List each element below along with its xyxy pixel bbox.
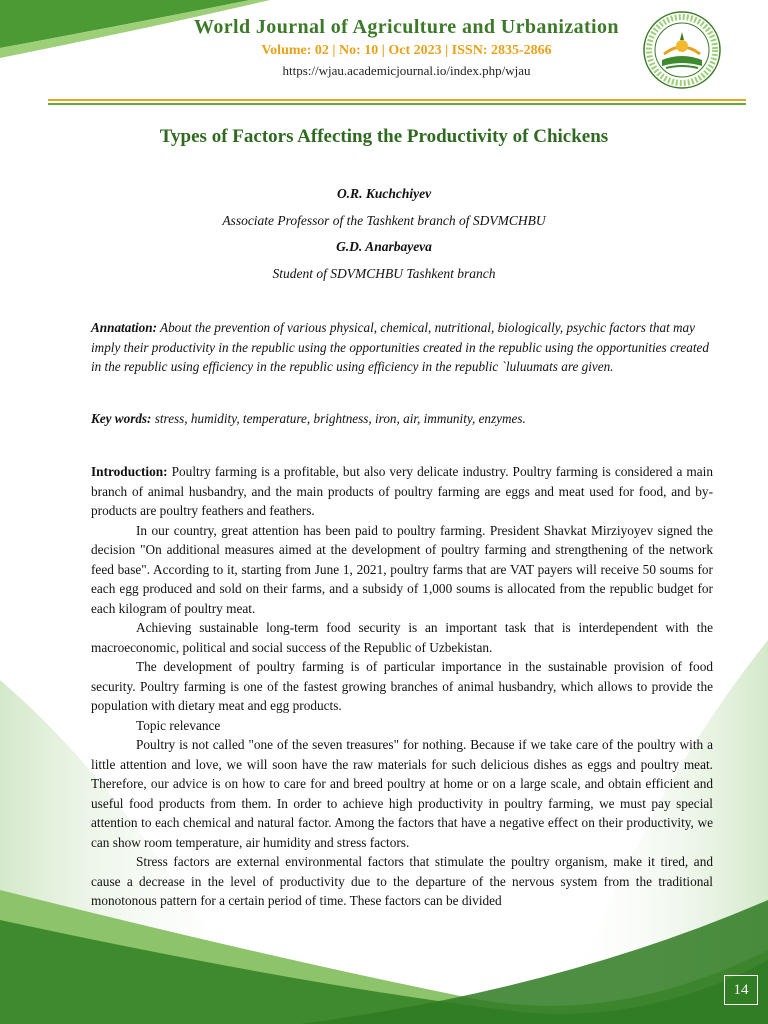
- intro-label: Introduction:: [91, 464, 168, 479]
- header-rule-orange: [48, 99, 746, 101]
- section-heading: Topic relevance: [136, 717, 221, 733]
- journal-meta: Volume: 02 | No: 10 | Oct 2023 | ISSN: 2835-2866: [261, 43, 552, 58]
- journal-title: World Journal of Agriculture and Urbanization: [194, 16, 619, 38]
- body-paragraph: In our country, great attention has been paid to poultry farming. President Shavkat Mirziyoyev signed the decision "On additional measures aimed at the development of poultry farming and strengthening of the network feed base". According to it, starting from June 1, 2021, poultry farms that are VAT payers will receive 50 soums for each egg produced and sold on their farms, and a subsidy of 1,000 soums is allocated from the republic budget for each kilogram of poultry meat.: [91, 522, 713, 616]
- abstract-text: About the prevention of various physical, chemical, nutritional, biologically, psychic factors that may imply their productivity in the republic using the opportunities created in the republic using the opportunities created in the republic using efficiency in the republic using efficiency in the republic `luluumats are given.: [91, 320, 709, 374]
- keywords-text: stress, humidity, temperature, brightness, iron, air, immunity, enzymes.: [151, 411, 526, 426]
- keywords: [91, 409, 711, 429]
- journal-url[interactable]: https://wjau.academicjournal.io/index.php/wjau: [282, 63, 531, 78]
- author-affiliation: Student of SDVMCHBU Tashkent branch: [272, 266, 496, 281]
- body-paragraph: Poultry is not called "one of the seven treasures" for nothing. Because if we take care of the poultry with a little attention and love, we will soon have the raw materials for such delicious dishes as eggs and poultry meat. Therefore, our advice is on how to care for and breed poultry at home or on a large scale, and obtain efficient and useful food products from them. In order to achieve high productivity in poultry farming, we must pay special attention to each chemical and natural factor. Among the factors that have a negative effect on their productivity, we can show room temperature, air humidity and stress factors.: [91, 737, 713, 850]
- body-paragraph: The development of poultry farming is of particular importance in the sustainable provision of food security. Poultry farming is one of the fastest growing branches of animal husbandry, which allows to provide the population with dietary meat and egg products.: [91, 659, 713, 713]
- author-name: O.R. Kuchchiyev: [336, 186, 432, 201]
- abstract: [91, 318, 711, 377]
- body-text: [91, 462, 713, 911]
- page-number: 14: [724, 975, 758, 1005]
- journal-seal-icon: [642, 10, 722, 90]
- body-paragraph: Achieving sustainable long-term food security is an important task that is interdependent with the macroeconomic, political and social success of the Republic of Uzbekistan.: [91, 620, 713, 655]
- body-paragraph: Stress factors are external environmental factors that stimulate the poultry organism, make it tired, and cause a decrease in the level of productivity due to the departure of the nervous system from the traditional monotonous pattern for a certain period of time. These factors can be divided: [91, 854, 713, 908]
- keywords-label: Key words:: [91, 411, 152, 426]
- author-name: G.D. Anarbayeva: [336, 239, 432, 254]
- intro-text: Poultry farming is a profitable, but also very delicate industry. Poultry farming is considered a main branch of animal husbandry, and the main products of poultry farming are eggs and meat used for food, and by-products are poultry feathers and feathers.: [91, 464, 713, 518]
- intro-paragraph: [91, 462, 713, 521]
- author-affiliation: Associate Professor of the Tashkent branch of SDVMCHBU: [222, 213, 546, 228]
- abstract-label: Annatation:: [91, 320, 157, 335]
- header-rule-green: [48, 103, 746, 105]
- paper-title: Types of Factors Affecting the Productivity of Chickens: [159, 126, 609, 147]
